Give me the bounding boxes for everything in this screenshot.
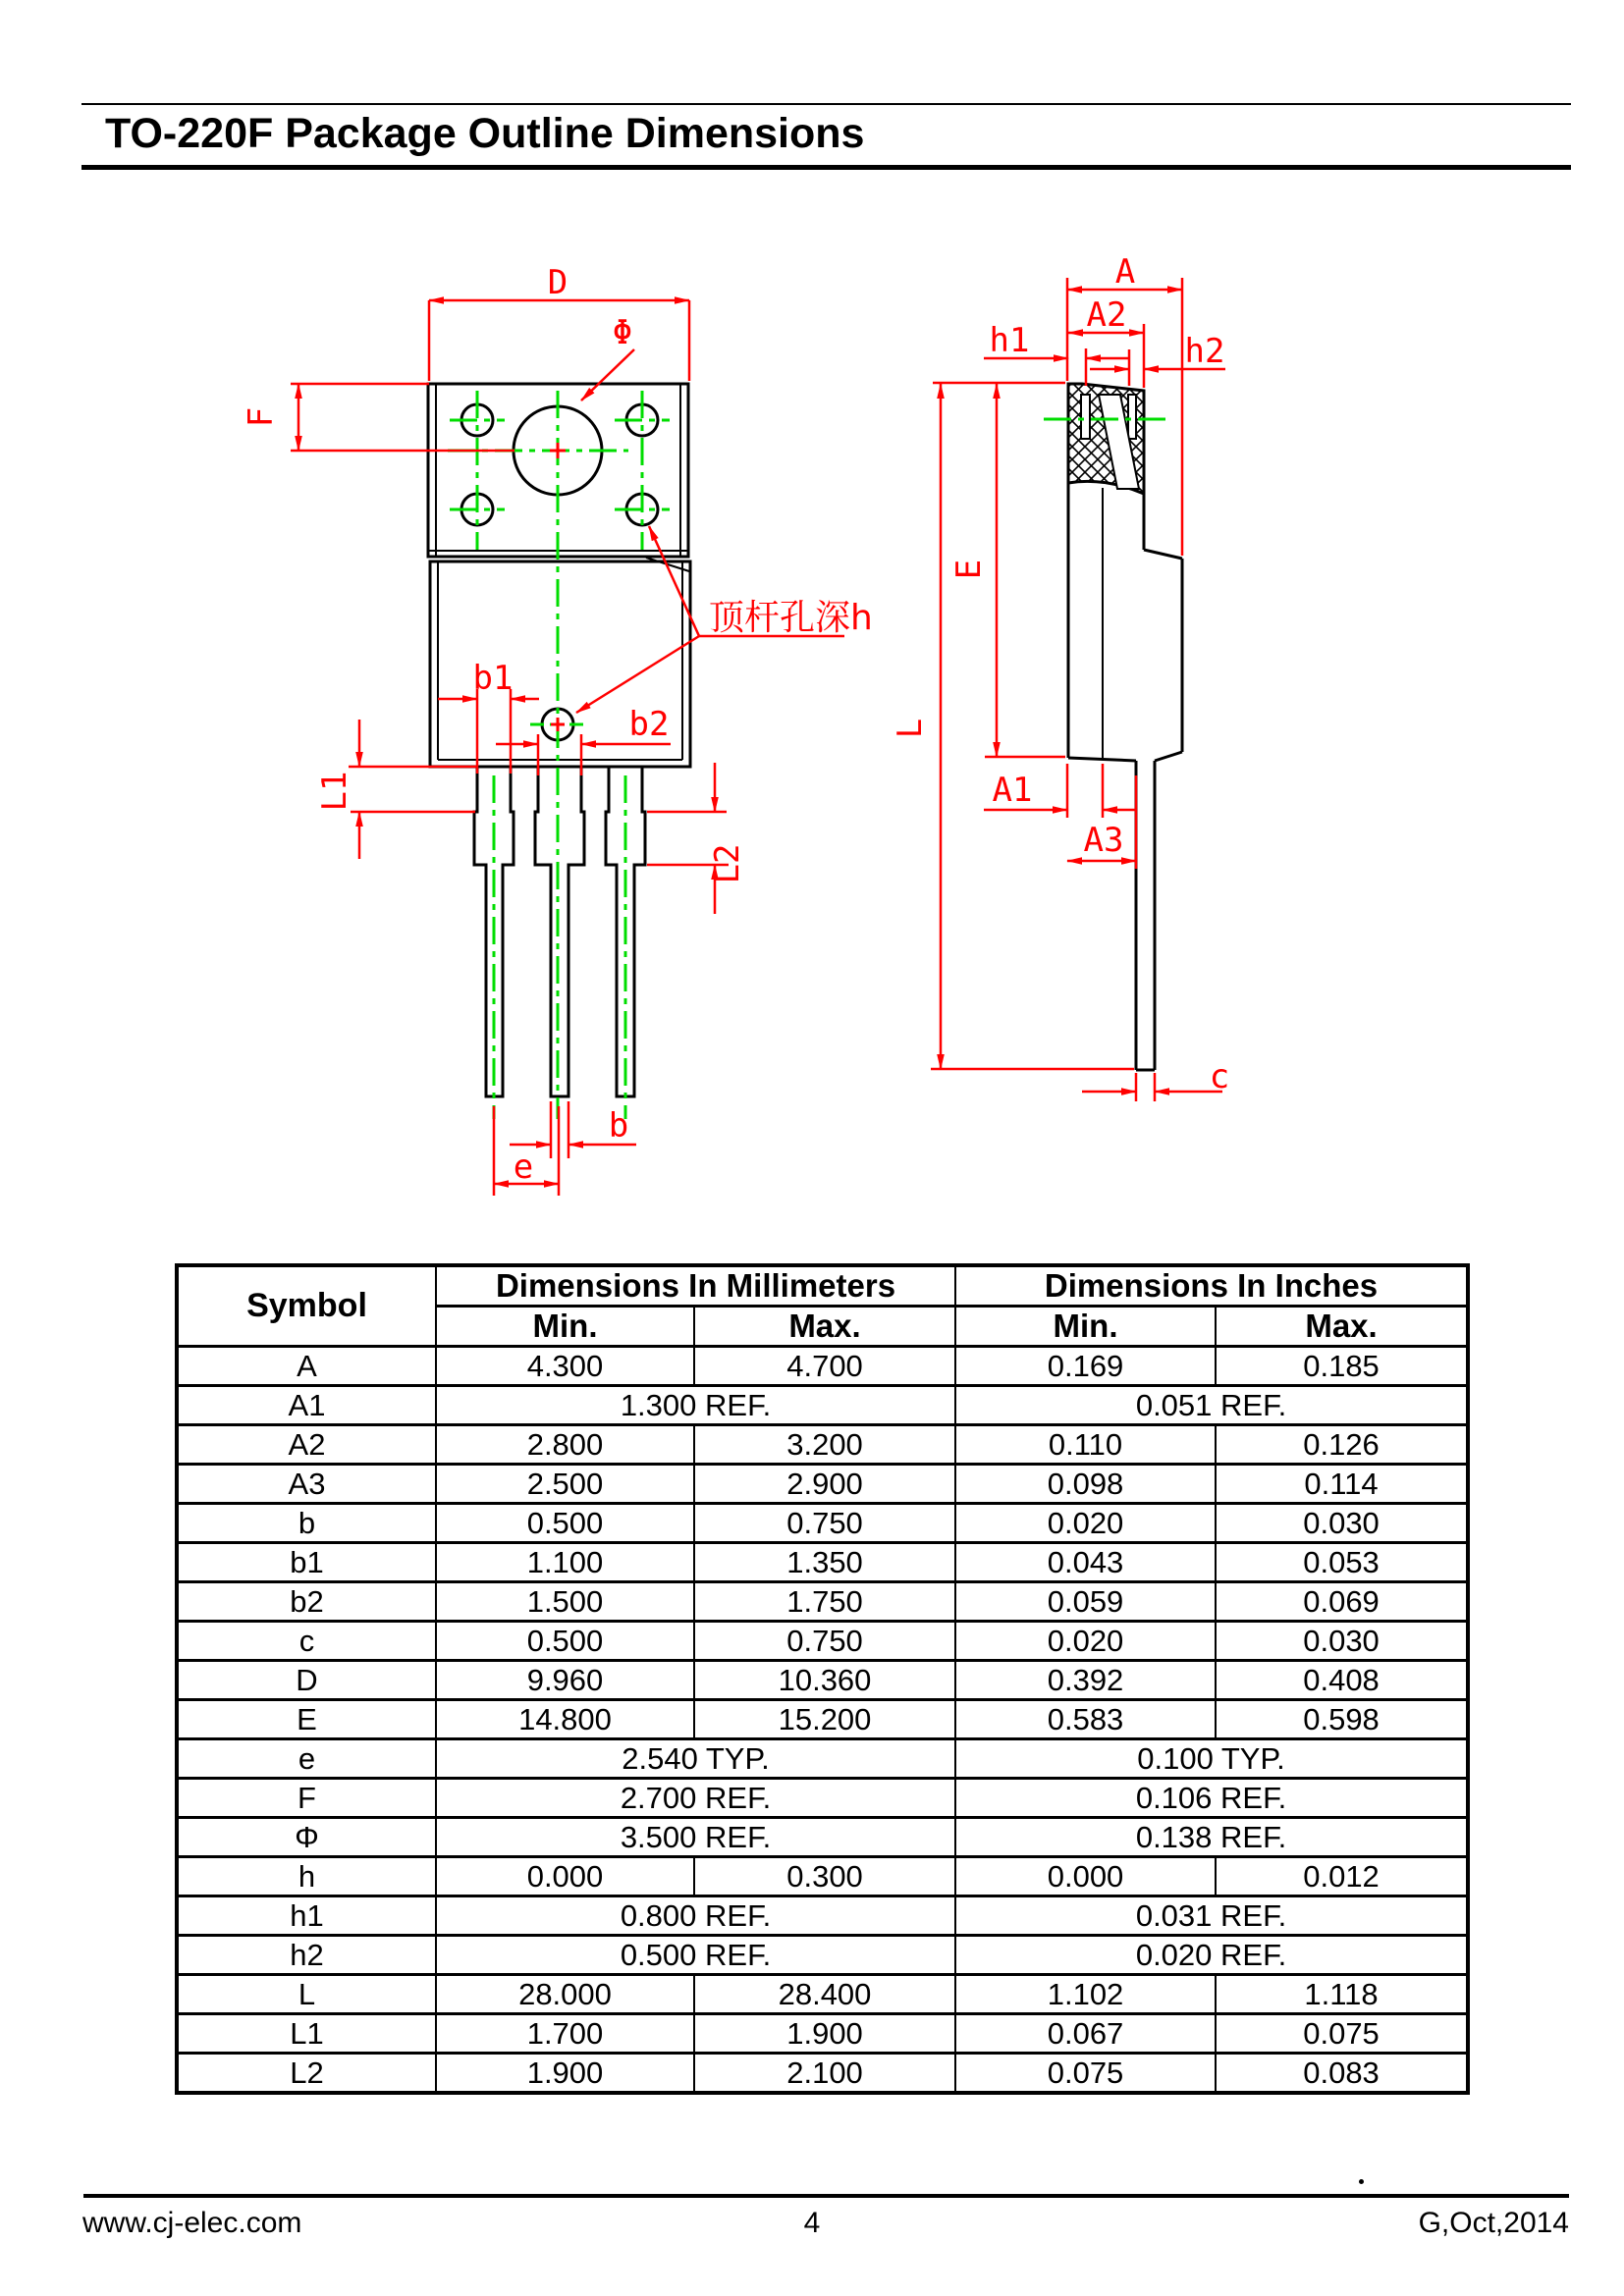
table-cell: 1.300 REF. [436, 1386, 955, 1425]
table-cell: 0.392 [955, 1661, 1216, 1700]
table-cell: 4.300 [436, 1347, 694, 1386]
table-cell: 0.300 [694, 1857, 955, 1896]
table-cell: A1 [177, 1386, 436, 1425]
page-title: TO-220F Package Outline Dimensions [105, 110, 865, 157]
dim-label-L1: L1 [315, 771, 354, 812]
table-cell: 3.500 REF. [436, 1818, 955, 1857]
table-row [177, 1425, 1468, 1465]
col-header-mm-max: Max. [694, 1307, 955, 1347]
table-cell: 3.200 [694, 1425, 955, 1465]
table-cell: 0.075 [955, 2054, 1216, 2094]
table-cell: 0.750 [694, 1504, 955, 1543]
table-cell: 0.500 REF. [436, 1936, 955, 1975]
table-cell: 2.900 [694, 1465, 955, 1504]
table-cell: 0.051 REF. [955, 1386, 1468, 1425]
table-row [177, 1347, 1468, 1386]
table-cell: 0.020 REF. [955, 1936, 1468, 1975]
table-cell: 2.800 [436, 1425, 694, 1465]
table-cell: 15.200 [694, 1700, 955, 1739]
table-cell: b [177, 1504, 436, 1543]
table-cell: 0.000 [955, 1857, 1216, 1896]
table-cell: 2.100 [694, 2054, 955, 2094]
dim-label-e: e [513, 1148, 534, 1187]
table-cell: 0.030 [1216, 1622, 1468, 1661]
table-row [177, 2054, 1468, 2094]
table-row [177, 1818, 1468, 1857]
table-cell: 0.075 [1216, 2014, 1468, 2054]
table-cell: 4.700 [694, 1347, 955, 1386]
table-cell: 1.100 [436, 1543, 694, 1582]
table-cell: 0.098 [955, 1465, 1216, 1504]
table-cell: 1.118 [1216, 1975, 1468, 2014]
table-cell: 0.067 [955, 2014, 1216, 2054]
col-header-inch: Dimensions In Inches [955, 1265, 1468, 1307]
table-row [177, 1465, 1468, 1504]
table-cell: 1.102 [955, 1975, 1216, 2014]
table-cell: E [177, 1700, 436, 1739]
dim-label-A3: A3 [1083, 821, 1124, 860]
table-row [177, 1896, 1468, 1936]
table-cell: 28.400 [694, 1975, 955, 2014]
table-cell: 0.100 TYP. [955, 1739, 1468, 1779]
col-header-symbol: Symbol [177, 1265, 436, 1347]
table-cell: D [177, 1661, 436, 1700]
table-cell: 0.043 [955, 1543, 1216, 1582]
table-cell: 0.583 [955, 1700, 1216, 1739]
table-cell: h1 [177, 1896, 436, 1936]
footer-page-number: 4 [803, 2207, 821, 2239]
table-cell: 1.900 [694, 2014, 955, 2054]
dim-label-b1: b1 [472, 659, 514, 698]
table-cell: c [177, 1622, 436, 1661]
table-cell: 2.700 REF. [436, 1779, 955, 1818]
table-cell: b2 [177, 1582, 436, 1622]
ejector-hole-depth-note: 顶杆孔深h [709, 598, 873, 638]
dim-label-phi: Φ [612, 313, 633, 352]
table-cell: 0.106 REF. [955, 1779, 1468, 1818]
table-cell: 10.360 [694, 1661, 955, 1700]
table-cell: 0.500 [436, 1504, 694, 1543]
table-cell: h [177, 1857, 436, 1896]
table-cell: L2 [177, 2054, 436, 2094]
dim-label-c: c [1209, 1057, 1230, 1096]
table-cell: 1.900 [436, 2054, 694, 2094]
table-cell: 1.500 [436, 1582, 694, 1622]
col-header-mm: Dimensions In Millimeters [436, 1265, 955, 1307]
dim-label-b: b [608, 1106, 629, 1146]
table-cell: 0.800 REF. [436, 1896, 955, 1936]
lead-center [535, 767, 584, 1096]
table-cell: 1.750 [694, 1582, 955, 1622]
table-cell: A2 [177, 1425, 436, 1465]
dim-label-L: L [891, 718, 930, 739]
table-row [177, 1661, 1468, 1700]
stray-dot [1359, 2179, 1364, 2184]
footer-website: www.cj-elec.com [82, 2207, 302, 2239]
table-cell: e [177, 1739, 436, 1779]
table-cell: 0.169 [955, 1347, 1216, 1386]
table-cell: 0.059 [955, 1582, 1216, 1622]
table-row [177, 1857, 1468, 1896]
footer-revision: G,Oct,2014 [1418, 2207, 1569, 2239]
table-cell: F [177, 1779, 436, 1818]
table-row [177, 1779, 1468, 1818]
dim-label-b2: b2 [628, 705, 670, 744]
table-cell: 0.185 [1216, 1347, 1468, 1386]
table-cell: 0.069 [1216, 1582, 1468, 1622]
table-cell: A3 [177, 1465, 436, 1504]
table-row [177, 1700, 1468, 1739]
table-row [177, 1936, 1468, 1975]
col-header-mm-min: Min. [436, 1307, 694, 1347]
table-cell: 0.012 [1216, 1857, 1468, 1896]
table-cell: h2 [177, 1936, 436, 1975]
col-header-inch-min: Min. [955, 1307, 1216, 1347]
table-row [177, 1386, 1468, 1425]
col-header-inch-max: Max. [1216, 1307, 1468, 1347]
dim-label-h1: h1 [989, 321, 1030, 360]
table-cell: 0.020 [955, 1504, 1216, 1543]
table-row [177, 1504, 1468, 1543]
table-cell: 2.540 TYP. [436, 1739, 955, 1779]
table-cell: 0.053 [1216, 1543, 1468, 1582]
table-row [177, 2014, 1468, 2054]
dim-label-h2: h2 [1184, 332, 1225, 371]
dim-label-D: D [547, 263, 568, 302]
table-cell: 0.598 [1216, 1700, 1468, 1739]
table-row [177, 1622, 1468, 1661]
table-cell: 0.083 [1216, 2054, 1468, 2094]
table-cell: 0.031 REF. [955, 1896, 1468, 1936]
table-row [177, 1543, 1468, 1582]
table-cell: 0.114 [1216, 1465, 1468, 1504]
table-cell: 14.800 [436, 1700, 694, 1739]
table-cell: b1 [177, 1543, 436, 1582]
table-cell: 1.350 [694, 1543, 955, 1582]
table-cell: 0.138 REF. [955, 1818, 1468, 1857]
dimension-table [175, 1263, 1470, 2095]
dimension-table-body [177, 1347, 1468, 2094]
centerlines-front [448, 391, 670, 1119]
table-cell: 1.700 [436, 2014, 694, 2054]
dim-label-A1: A1 [992, 771, 1033, 810]
table-cell: 0.030 [1216, 1504, 1468, 1543]
table-row [177, 1975, 1468, 2014]
table-cell: 0.000 [436, 1857, 694, 1896]
dim-label-A2: A2 [1086, 295, 1127, 335]
dim-label-F: F [242, 406, 281, 428]
table-cell: 0.020 [955, 1622, 1216, 1661]
table-cell: 9.960 [436, 1661, 694, 1700]
table-row [177, 1582, 1468, 1622]
table-cell: A [177, 1347, 436, 1386]
dim-label-E: E [949, 559, 989, 580]
table-cell: 28.000 [436, 1975, 694, 2014]
table-cell: 0.110 [955, 1425, 1216, 1465]
table-cell: Φ [177, 1818, 436, 1857]
table-cell: 0.126 [1216, 1425, 1468, 1465]
dim-label-A: A [1114, 252, 1136, 292]
table-cell: 0.500 [436, 1622, 694, 1661]
footer-rule [83, 2194, 1569, 2198]
table-cell: 2.500 [436, 1465, 694, 1504]
table-cell: L1 [177, 2014, 436, 2054]
table-row [177, 1739, 1468, 1779]
table-cell: L [177, 1975, 436, 2014]
dim-label-L2: L2 [708, 843, 747, 884]
table-cell: 0.750 [694, 1622, 955, 1661]
table-cell: 0.408 [1216, 1661, 1468, 1700]
